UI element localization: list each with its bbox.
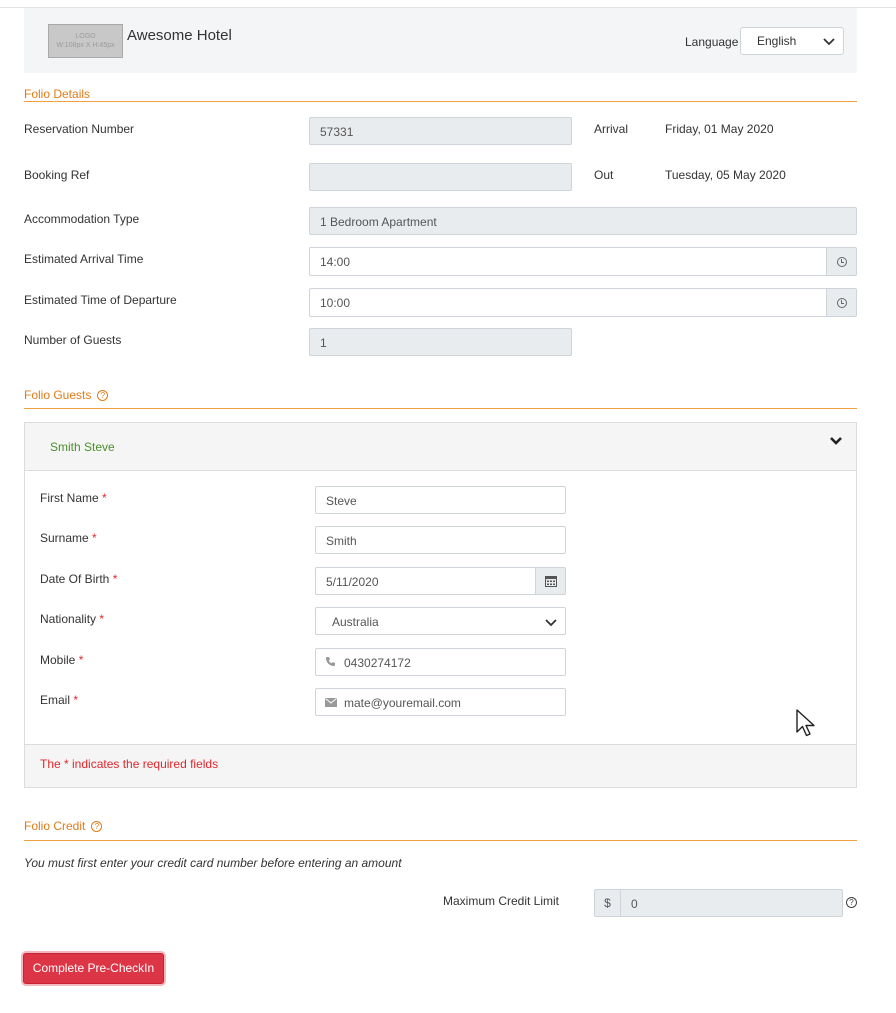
guest-name: Smith Steve — [50, 440, 115, 454]
chevron-down-icon[interactable] — [829, 435, 843, 447]
out-label: Out — [594, 168, 614, 182]
out-value: Tuesday, 05 May 2020 — [665, 168, 786, 182]
help-circle-icon[interactable]: ? — [97, 390, 108, 401]
accommodation-type-field: 1 Bedroom Apartment — [309, 207, 857, 235]
hotel-logo — [48, 24, 123, 58]
folio-details-rule — [24, 101, 857, 102]
surname-input[interactable]: Smith — [315, 526, 566, 554]
required-marker: * — [99, 612, 105, 626]
required-fields-note: The * indicates the required fields — [40, 757, 219, 771]
credit-card-note: You must first enter your credit card number before entering an amount — [24, 856, 402, 870]
clock-icon — [837, 298, 847, 308]
estimated-departure-label: Estimated Time of Departure — [24, 293, 177, 307]
hotel-name: Awesome Hotel — [127, 27, 232, 44]
arrival-label: Arrival — [594, 122, 629, 136]
language-select[interactable] — [740, 27, 844, 55]
estimated-departure-input[interactable]: 10:00 — [309, 288, 827, 317]
arrival-value: Friday, 01 May 2020 — [665, 122, 774, 136]
dob-label-text: Date Of Birth — [40, 572, 110, 586]
first-name-label-text: First Name — [40, 491, 99, 505]
calendar-icon — [545, 575, 557, 587]
guest-card — [24, 422, 857, 788]
required-marker: * — [92, 531, 97, 545]
reservation-number-field: 57331 — [309, 117, 572, 145]
phone-icon — [325, 656, 336, 667]
mobile-value: 0430274172 — [344, 656, 411, 670]
dob-label — [40, 572, 117, 586]
estimated-arrival-input[interactable]: 14:00 — [309, 247, 827, 276]
reservation-number-label: Reservation Number — [24, 122, 135, 136]
page-header — [24, 8, 857, 73]
chevron-down-icon — [823, 35, 835, 47]
folio-credit-title-text: Folio Credit — [24, 819, 86, 833]
complete-precheckin-button[interactable]: Complete Pre-CheckIn — [23, 953, 164, 984]
logo-text-line1: LOGO — [75, 33, 96, 40]
estimated-arrival-label: Estimated Arrival Time — [24, 252, 144, 266]
number-of-guests-label: Number of Guests — [24, 333, 122, 347]
first-name-label — [40, 491, 107, 505]
folio-credit-title — [24, 819, 102, 833]
booking-ref-label: Booking Ref — [24, 168, 90, 182]
required-marker: * — [73, 693, 79, 707]
folio-credit-rule — [24, 840, 857, 841]
logo-text-line2: W:108px X H:45px — [56, 42, 115, 49]
booking-ref-field — [309, 163, 572, 191]
currency-addon: $ — [594, 889, 621, 917]
guest-card-header[interactable] — [25, 423, 856, 471]
nationality-value: Australia — [332, 615, 379, 629]
chevron-down-icon — [545, 616, 557, 628]
number-of-guests-field: 1 — [309, 328, 572, 356]
mobile-input[interactable] — [315, 648, 566, 676]
language-label: Language — [685, 35, 739, 49]
folio-guests-title-text: Folio Guests — [24, 388, 92, 402]
required-marker: * — [112, 572, 118, 586]
email-input[interactable] — [315, 688, 566, 716]
required-marker: * — [102, 491, 107, 505]
email-label-text: Email — [40, 693, 71, 707]
clock-icon — [837, 257, 847, 267]
folio-details-title: Folio Details — [24, 87, 91, 101]
max-credit-label: Maximum Credit Limit — [443, 894, 560, 908]
mobile-label-text: Mobile — [40, 653, 76, 667]
max-credit-field: 0 — [620, 889, 843, 917]
mouse-cursor-icon — [795, 708, 817, 738]
estimated-arrival-clock-button[interactable] — [826, 247, 857, 276]
required-marker: * — [78, 653, 84, 667]
surname-label — [40, 531, 97, 545]
accommodation-type-label: Accommodation Type — [24, 212, 140, 226]
surname-label-text: Surname — [40, 531, 89, 545]
language-value: English — [757, 34, 797, 48]
email-value: mate@youremail.com — [344, 696, 461, 710]
nationality-select[interactable] — [315, 607, 566, 635]
help-circle-icon[interactable]: ? — [846, 897, 857, 908]
folio-guests-title — [24, 388, 108, 402]
first-name-input[interactable]: Steve — [315, 486, 566, 514]
help-circle-icon[interactable]: ? — [91, 821, 102, 832]
envelope-icon — [325, 698, 337, 707]
folio-guests-rule — [24, 408, 857, 409]
nationality-label-text: Nationality — [40, 612, 97, 626]
nationality-label — [40, 612, 104, 626]
dob-input[interactable]: 5/11/2020 — [315, 567, 536, 595]
dob-calendar-button[interactable] — [535, 567, 566, 595]
mobile-label — [40, 653, 83, 667]
email-label — [40, 693, 78, 707]
estimated-departure-clock-button[interactable] — [826, 288, 857, 317]
